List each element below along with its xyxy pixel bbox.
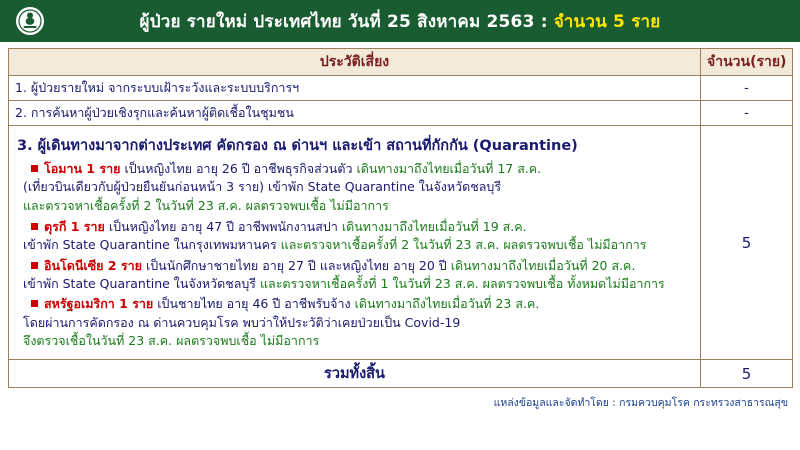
report-table-wrap <box>0 42 800 388</box>
case-country: สหรัฐอเมริกา 1 ราย <box>44 296 154 312</box>
section-3-value: 5 <box>701 126 793 360</box>
case-entry <box>17 295 692 351</box>
table-body <box>9 76 793 388</box>
case-travel: เดินทางมาถึงไทยเมื่อวันที่ 20 ส.ค. <box>450 257 636 273</box>
case-line: โดยผ่านการคัดกรอง ณ ด่านควบคุมโรค พบว่าให้ประวัติว่าเคยป่วยเป็น Covid-19 <box>23 314 461 330</box>
page-title-text: ผู้ป่วย รายใหม่ ประเทศไทย วันที่ 25 สิงหาคม 2563 : <box>139 11 554 32</box>
row-label-2: 2. การค้นหาผู้ป่วยเชิงรุกและค้นหาผู้ติดเชื้อในชุมชน <box>9 101 701 126</box>
case-entry-head <box>17 160 692 178</box>
case-travel: เดินทางมาถึงไทยเมื่อวันที่ 19 ส.ค. <box>341 218 527 234</box>
total-label: รวมทั้งสิ้น <box>9 360 701 388</box>
report-table <box>8 48 793 388</box>
row-value-2: - <box>701 101 793 126</box>
table-header-row <box>9 49 793 76</box>
bullet-square-icon <box>31 165 38 172</box>
case-line: และตรวจหาเชื้อครั้งที่ 2 ในวันที่ 23 ส.ค. ผลตรวจพบเชื้อ ไม่มีอาการ <box>23 197 389 213</box>
case-country: โอมาน 1 ราย <box>44 161 121 176</box>
case-entry-head <box>17 295 692 313</box>
case-detail: เป็นชายไทย อายุ 46 ปี อาชีพรับจ้าง <box>157 296 355 312</box>
case-country: ตุรกี 1 ราย <box>44 218 105 234</box>
ministry-of-public-health-logo-icon <box>14 5 46 37</box>
case-line-part: เข้าพัก State Quarantine ในจังหวัดชลบุรี <box>23 275 260 291</box>
case-line-part: และตรวจหาเชื้อครั้งที่ 2 ในวันที่ 23 ส.ค. ผลตรวจพบเชื้อ ไม่มีอาการ <box>280 236 647 252</box>
table-row <box>9 76 793 101</box>
page-title <box>140 8 661 35</box>
case-entry-head <box>17 257 692 275</box>
case-country: อินโดนีเซีย 2 ราย <box>44 257 142 273</box>
case-line-part: เข้าพัก State Quarantine ในกรุงเทพมหานคร <box>23 236 281 252</box>
case-line: (เที่ยวบินเดียวกับผู้ป่วยยืนยันก่อนหน้า 3 ราย) เข้าพัก State Quarantine ในจังหวัดชลบุรี <box>23 179 502 195</box>
table-row-section-3 <box>9 126 793 360</box>
case-detail: เป็นหญิงไทย อายุ 26 ปี อาชีพธุรกิจส่วนตัว <box>124 161 357 176</box>
case-line-part: และตรวจหาเชื้อครั้งที่ 1 ในวันที่ 23 ส.ค. ผลตรวจพบเชื้อ ทั้งหมดไม่มีอาการ <box>260 275 665 291</box>
footer-source: แหล่งข้อมูลและจัดทำโดย : กรมควบคุมโรค กระทรวงสาธารณสุข <box>493 397 788 409</box>
table-row <box>9 101 793 126</box>
bullet-square-icon <box>31 223 38 230</box>
case-line: จึงตรวจเชื้อในวันที่ 23 ส.ค. ผลตรวจพบเชื้อ ไม่มีอาการ <box>23 333 320 349</box>
bullet-square-icon <box>31 300 38 307</box>
section-3-title: 3. ผู้เดินทางมาจากต่างประเทศ คัดกรอง ณ ด่านฯ และเข้า สถานที่กักกัน (Quarantine) <box>17 138 578 154</box>
case-entry <box>17 257 692 294</box>
total-value: 5 <box>701 360 793 388</box>
case-detail: เป็นหญิงไทย อายุ 47 ปี อาชีพพนักงานสปา <box>108 218 342 234</box>
table-row-total <box>9 360 793 388</box>
case-line <box>17 275 692 294</box>
row-label-1: 1. ผู้ป่วยรายใหม่ จากระบบเฝ้าระวังและระบบบริการฯ <box>9 76 701 101</box>
case-entry-head <box>17 218 692 236</box>
column-header-number: จำนวน(ราย) <box>701 49 793 76</box>
section-3-cell <box>9 126 701 360</box>
case-entry <box>17 160 692 216</box>
page-header <box>0 0 800 42</box>
case-detail: เป็นนักศึกษาชายไทย อายุ 27 ปี และหญิงไทย อายุ 20 ปี <box>145 257 451 273</box>
page-title-count: จำนวน 5 ราย <box>553 11 661 32</box>
case-line <box>17 236 692 255</box>
bullet-square-icon <box>31 262 38 269</box>
column-header-risk-history: ประวัติเสี่ยง <box>9 49 701 76</box>
case-travel: เดินทางมาถึงไทยเมื่อวันที่ 17 ส.ค. <box>356 161 542 176</box>
case-entry <box>17 218 692 255</box>
row-value-1: - <box>701 76 793 101</box>
case-travel: เดินทางมาถึงไทยเมื่อวันที่ 23 ส.ค. <box>354 296 540 312</box>
